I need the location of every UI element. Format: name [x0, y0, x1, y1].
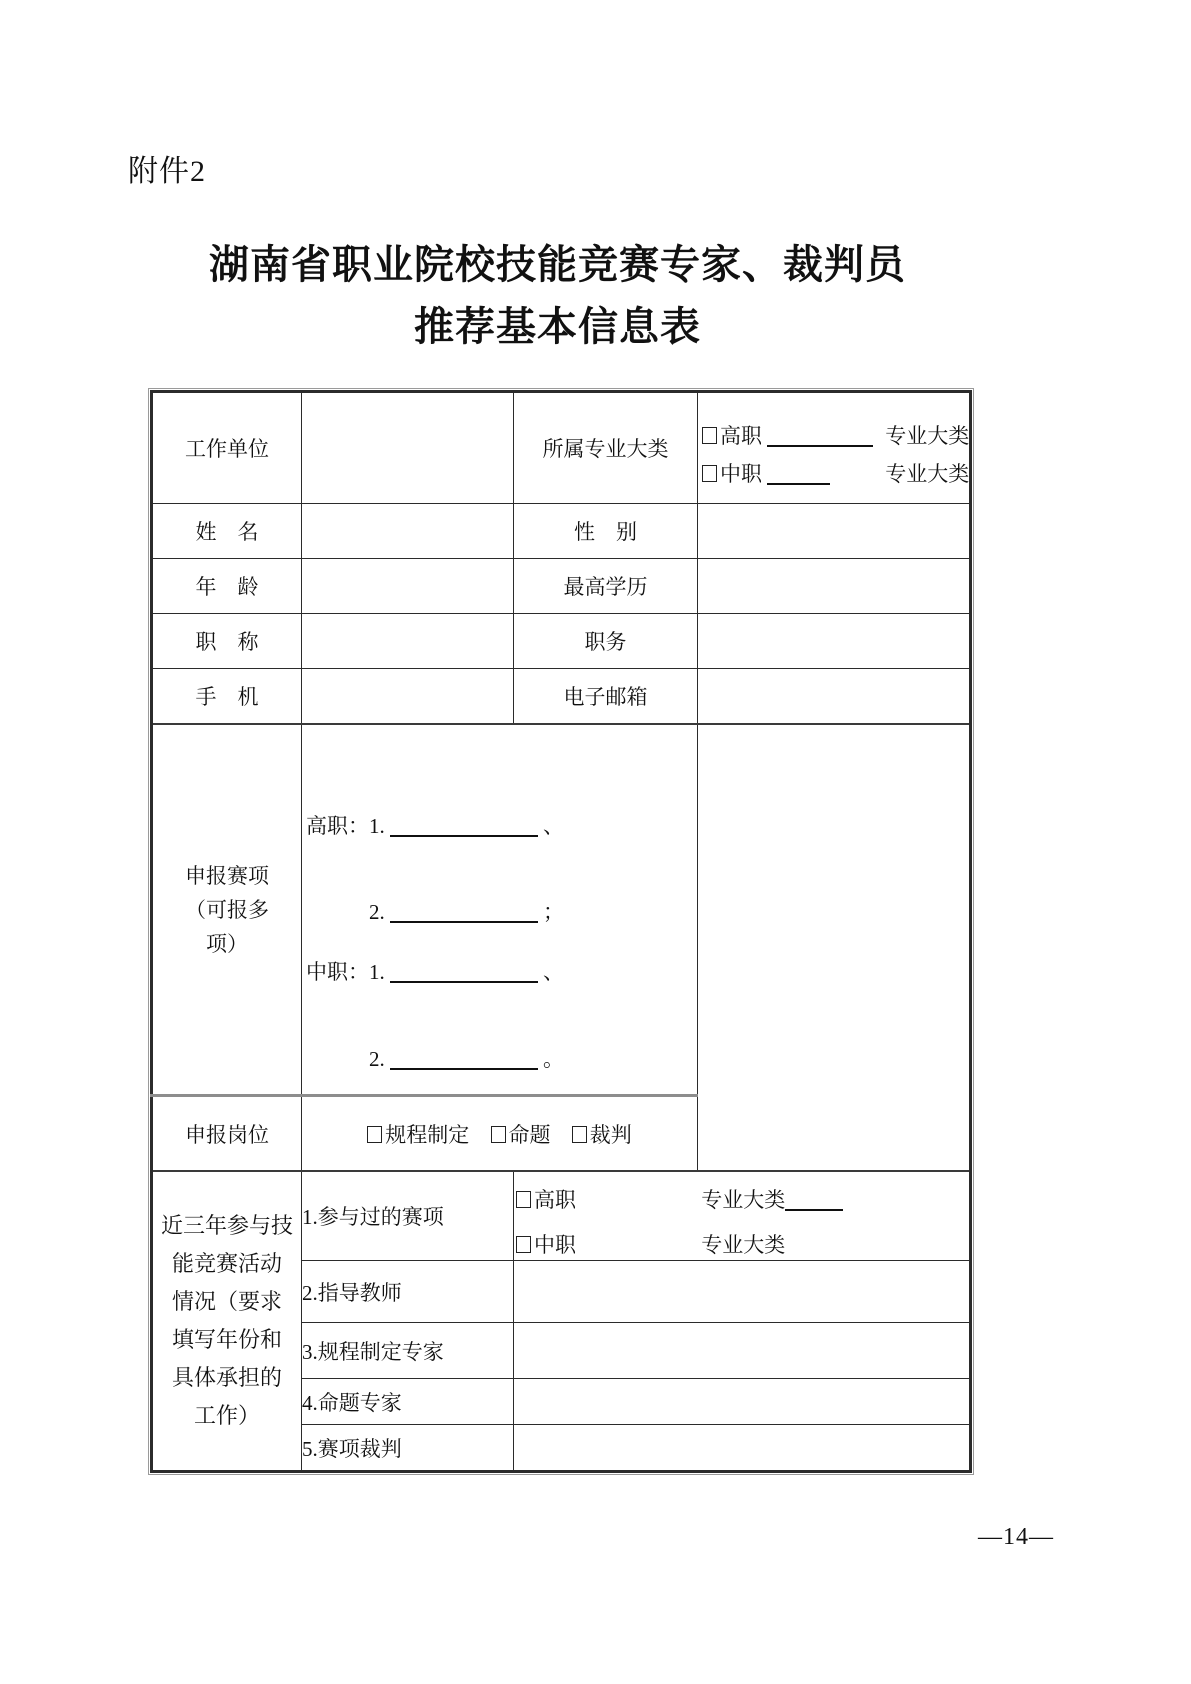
title-input-cell[interactable] [302, 614, 514, 669]
post-option-rules: 规程制定 [367, 1123, 469, 1147]
apply-events-line-1: 高职：1. 、 [306, 813, 564, 838]
row-work-unit [152, 392, 971, 504]
email-label: 电子邮箱 [514, 669, 698, 725]
participated-gaozhi-blank-field[interactable] [785, 1189, 843, 1211]
apply-side-empty-cell[interactable] [698, 724, 971, 1171]
work-unit-input-cell[interactable] [302, 392, 514, 504]
rules-expert-input-cell[interactable] [514, 1323, 971, 1379]
age-label: 年 龄 [152, 559, 302, 614]
apply-events-content-cell [302, 724, 698, 1096]
gender-input-cell[interactable] [698, 504, 971, 559]
attachment-label: 附件2 [128, 155, 206, 188]
page-title-line1: 湖南省职业院校技能竞赛专家、裁判员 [209, 242, 906, 287]
major-category-option-gaozhi [698, 421, 969, 451]
participated-events-cell [514, 1171, 971, 1261]
event-referee-input-cell[interactable] [514, 1425, 971, 1472]
event-blank-field-1[interactable] [390, 815, 538, 837]
gaozhi-option-suffix: 专业大类 [885, 424, 970, 448]
event-blank-field-4[interactable] [390, 1048, 538, 1070]
guidance-teacher-input-cell[interactable] [514, 1261, 971, 1323]
event-blank-field-3[interactable] [390, 961, 538, 983]
apply-events-line-3: 中职：1. 、 [306, 959, 564, 984]
apply-events-label: 申报赛项 （可报多 项） [152, 724, 302, 1096]
gaozhi-major-blank-field[interactable] [767, 425, 873, 447]
name-label: 姓 名 [152, 504, 302, 559]
major-category-option-zhongzhi [698, 459, 969, 489]
proposition-expert-input-cell[interactable] [514, 1379, 971, 1425]
recent-activity-label: 近三年参与技 能竞赛活动 情况（要求 填写年份和 具体承担的 工作） [152, 1171, 302, 1472]
zhongzhi-option-label: 中职 [720, 462, 762, 486]
email-input-cell[interactable] [698, 669, 971, 725]
row-age [152, 559, 971, 614]
rules-checkbox[interactable] [367, 1126, 382, 1143]
zhongzhi-major-blank-field[interactable] [767, 463, 830, 485]
age-input-cell[interactable] [302, 559, 514, 614]
post-option-proposition: 命题 [491, 1123, 551, 1147]
work-unit-label: 工作单位 [152, 392, 302, 504]
major-category-cell [698, 392, 971, 504]
major-category-label: 所属专业大类 [514, 392, 698, 504]
gaozhi-option-label: 高职 [720, 424, 762, 448]
position-input-cell[interactable] [698, 614, 971, 669]
page-title [150, 234, 965, 358]
participated-zhongzhi-line: 中职 专业大类 [514, 1232, 969, 1258]
recommendation-form-table [150, 390, 972, 1473]
row-apply-events [152, 724, 971, 1096]
education-label: 最高学历 [514, 559, 698, 614]
apply-post-options-cell [302, 1096, 698, 1172]
proposition-checkbox[interactable] [491, 1126, 506, 1143]
page-number: —14— [978, 1524, 1054, 1550]
participated-gaozhi-line: 高职 专业大类 [514, 1187, 969, 1213]
rules-expert-label: 3.规程制定专家 [302, 1323, 514, 1379]
apply-post-label: 申报岗位 [152, 1096, 302, 1172]
participated-events-label: 1.参与过的赛项 [302, 1171, 514, 1261]
zhongzhi-option-suffix: 专业大类 [885, 462, 970, 486]
referee-checkbox[interactable] [572, 1126, 587, 1143]
row-mobile [152, 669, 971, 725]
gaozhi-checkbox[interactable] [702, 427, 717, 444]
title-label: 职 称 [152, 614, 302, 669]
proposition-expert-label: 4.命题专家 [302, 1379, 514, 1425]
row-title [152, 614, 971, 669]
education-input-cell[interactable] [698, 559, 971, 614]
name-input-cell[interactable] [302, 504, 514, 559]
guidance-teacher-label: 2.指导教师 [302, 1261, 514, 1323]
mobile-label: 手 机 [152, 669, 302, 725]
row-recent-1 [152, 1171, 971, 1261]
page-title-line2: 推荐基本信息表 [414, 304, 701, 349]
apply-events-line-2: 2. ； [369, 899, 564, 924]
participated-gaozhi-checkbox[interactable] [516, 1191, 531, 1208]
event-blank-field-2[interactable] [390, 901, 538, 923]
apply-events-line-4: 2. 。 [369, 1046, 564, 1071]
participated-zhongzhi-checkbox[interactable] [516, 1236, 531, 1253]
mobile-input-cell[interactable] [302, 669, 514, 725]
gender-label: 性 别 [514, 504, 698, 559]
event-referee-label: 5.赛项裁判 [302, 1425, 514, 1472]
zhongzhi-checkbox[interactable] [702, 465, 717, 482]
post-option-referee: 裁判 [572, 1123, 632, 1147]
position-label: 职务 [514, 614, 698, 669]
row-name [152, 504, 971, 559]
